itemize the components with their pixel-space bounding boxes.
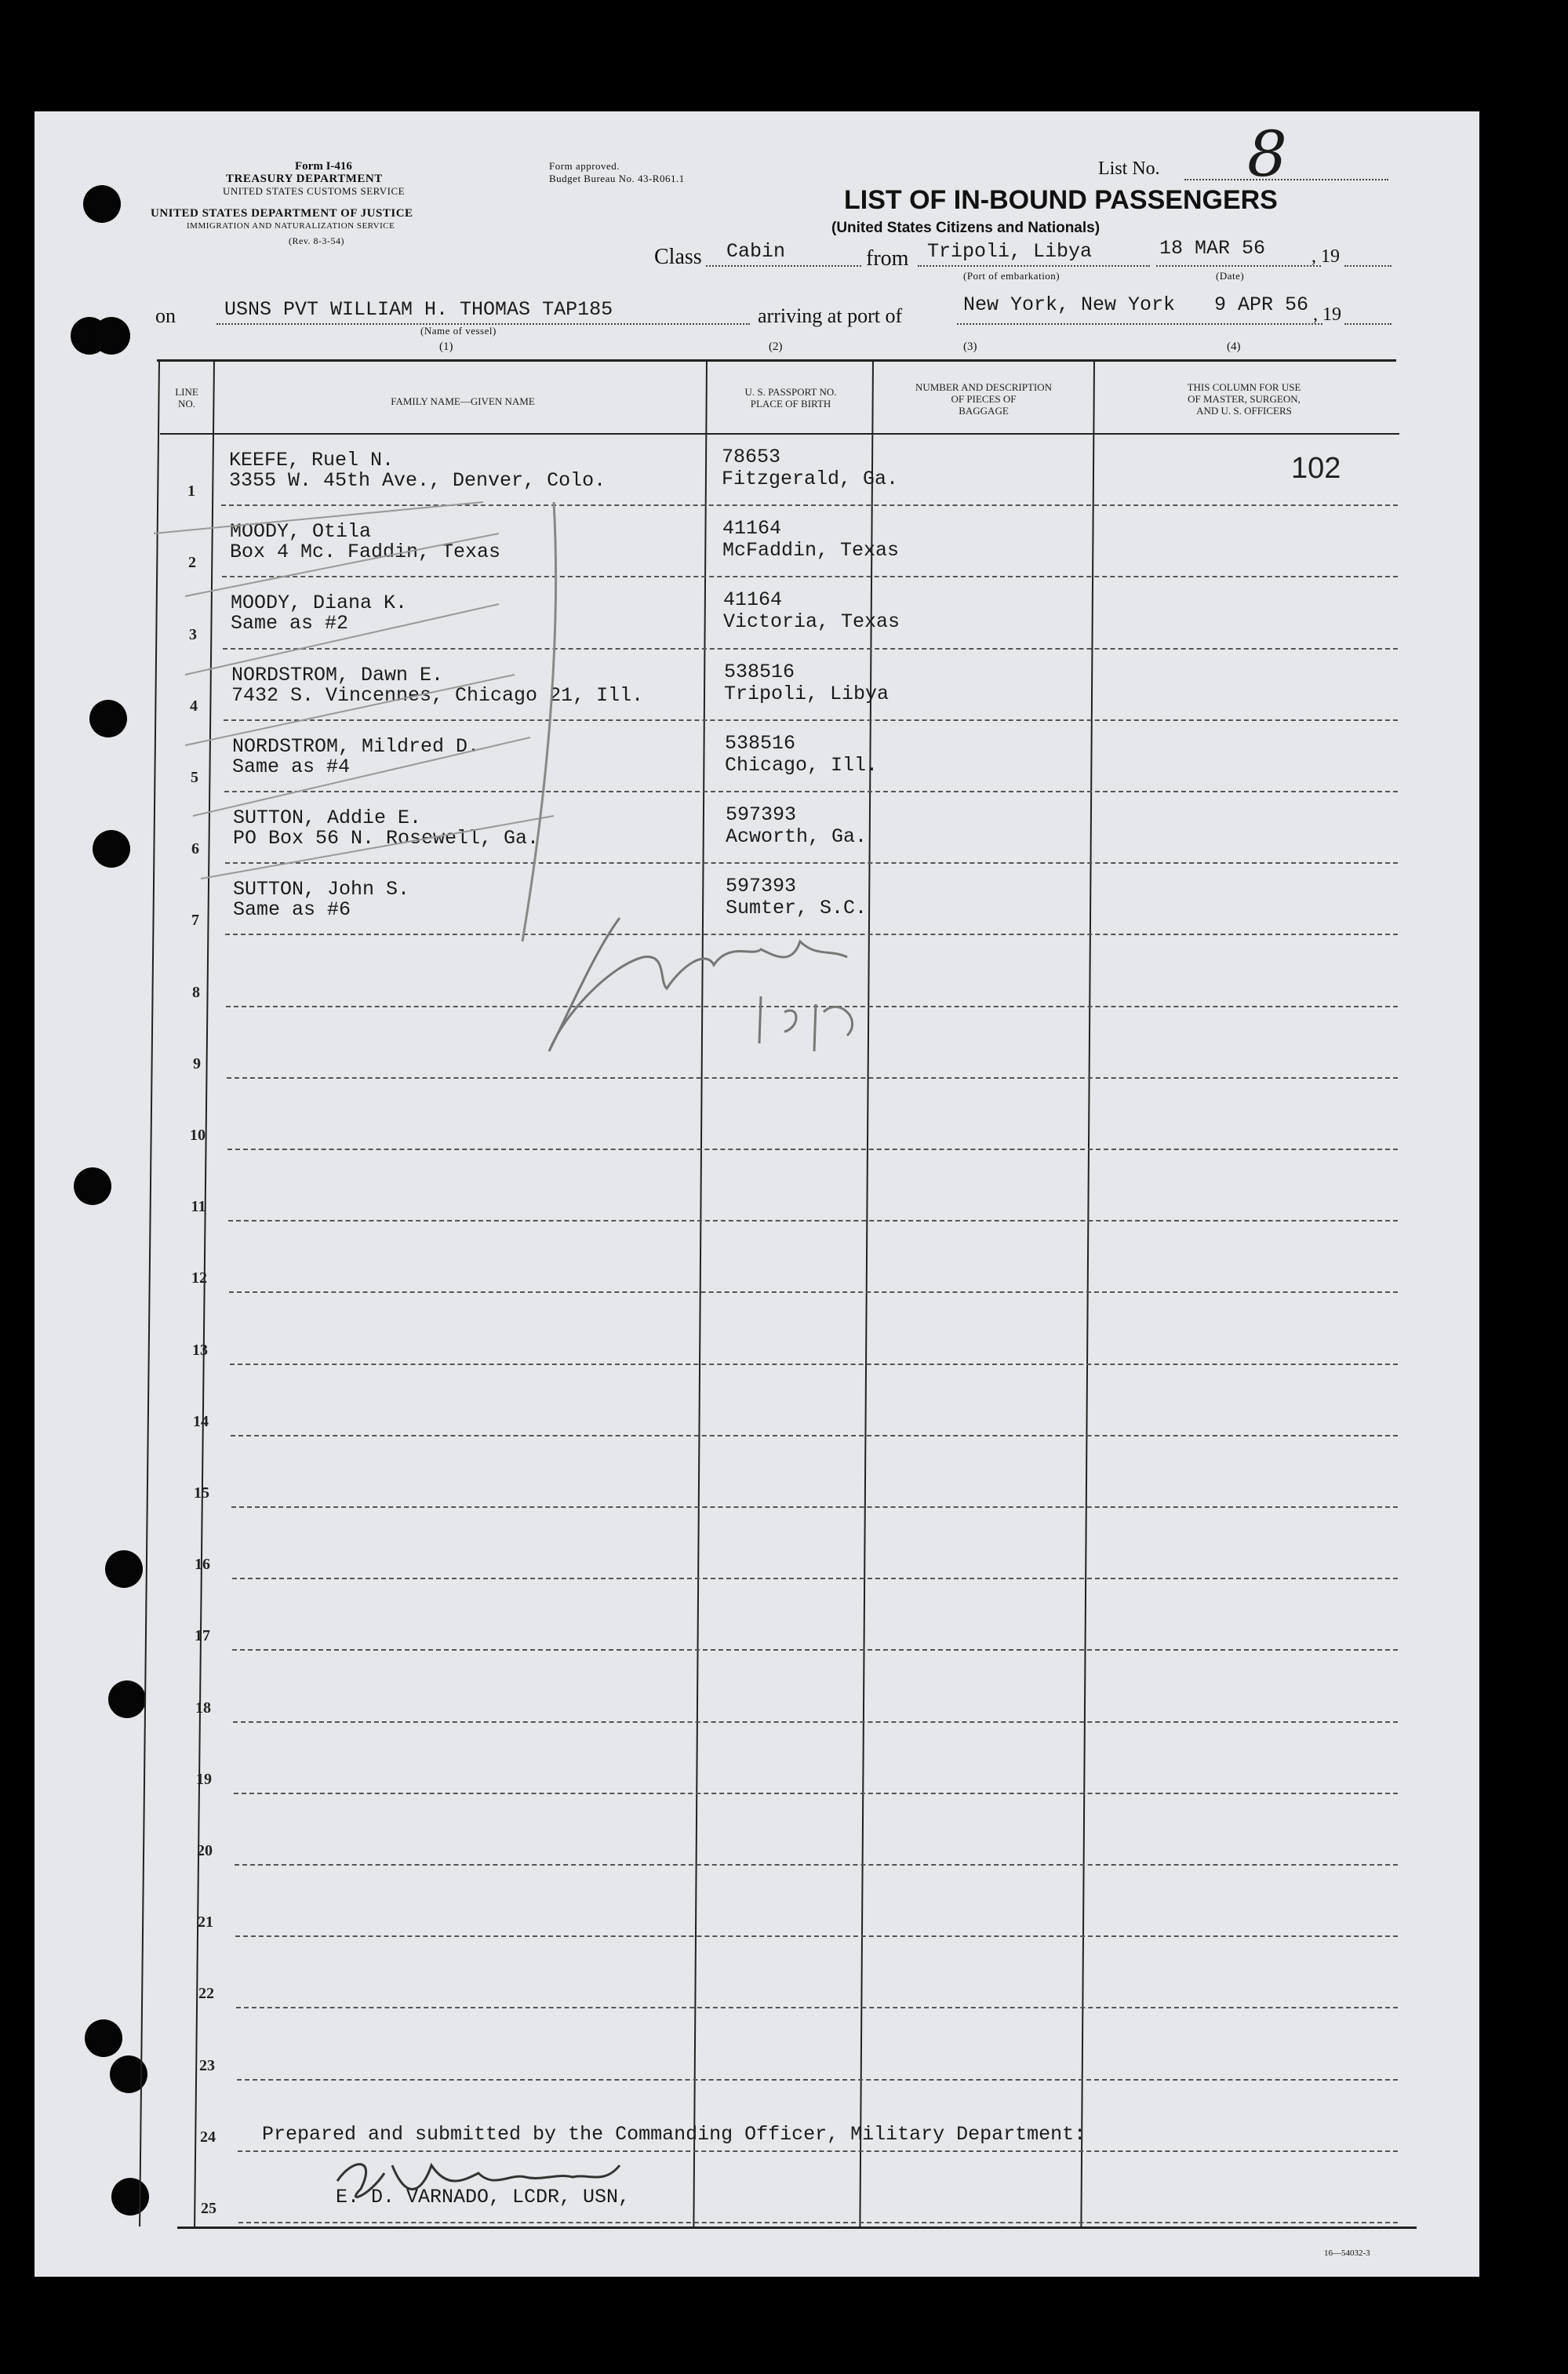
- line-number: 18: [195, 1699, 211, 1717]
- birthplace: McFaddin, Texas: [722, 539, 900, 563]
- passenger-address: Same as #6: [233, 898, 351, 922]
- row-separator: [236, 2007, 1398, 2008]
- treasury-label: TREASURY DEPARTMENT: [226, 173, 383, 185]
- col-num-3: (3): [963, 340, 977, 353]
- birthplace: Sumter, S.C.: [726, 897, 868, 920]
- line-number: 21: [198, 1913, 213, 1931]
- punch-hole: [108, 1680, 146, 1718]
- row-separator: [230, 1364, 1398, 1365]
- from-label: from: [866, 246, 909, 271]
- birthplace: Chicago, Ill.: [725, 753, 879, 777]
- birthplace: Fitzgerald, Ga.: [722, 468, 899, 490]
- birthplace: Tripoli, Libya: [724, 682, 890, 705]
- passenger-address: PO Box 56 N. Rosewell, Ga.: [233, 827, 540, 850]
- line-number: 22: [198, 1985, 214, 2002]
- header-baggage-3: BAGGAGE: [959, 405, 1009, 417]
- punch-hole: [93, 317, 130, 355]
- date1-line: [1156, 265, 1321, 267]
- year-label-2: , 19: [1313, 304, 1341, 325]
- line-number: 23: [199, 2057, 215, 2074]
- passport-number: 78653: [722, 446, 781, 468]
- punch-hole: [83, 185, 121, 223]
- arrival-line: [957, 323, 1322, 325]
- passport-number: 41164: [722, 517, 782, 541]
- punch-hole: [74, 1167, 111, 1205]
- passport-number: 597393: [726, 803, 797, 826]
- line-number: 25: [201, 2200, 216, 2217]
- row-separator: [233, 1721, 1398, 1723]
- passenger-address: 3355 W. 45th Ave., Denver, Colo.: [229, 469, 606, 492]
- vessel-caption: (Name of vessel): [420, 325, 497, 337]
- punch-hole: [93, 830, 130, 868]
- line-number: 17: [195, 1627, 210, 1644]
- class-label: Class: [654, 245, 702, 269]
- budget-bureau: Budget Bureau No. 43-R061.1: [549, 173, 685, 184]
- passenger-name: NORDSTROM, Mildred D.: [232, 734, 480, 758]
- birthplace: Victoria, Texas: [723, 610, 900, 634]
- line-number: 4: [190, 697, 198, 715]
- row-separator: [235, 1864, 1398, 1866]
- col-num-1: (1): [439, 340, 453, 353]
- col-num-4: (4): [1227, 340, 1241, 353]
- row-separator: [231, 1506, 1398, 1508]
- row-separator: [228, 1220, 1398, 1222]
- passport-number: 41164: [723, 588, 783, 612]
- header-officers-2: OF MASTER, SURGEON,: [1188, 393, 1301, 405]
- passenger-address: Box 4 Mc. Faddin, Texas: [230, 541, 501, 564]
- page-title: LIST OF IN-BOUND PASSENGERS: [844, 185, 1278, 215]
- line-number: 6: [191, 840, 199, 857]
- row-separator: [232, 1649, 1398, 1651]
- passenger-name: SUTTON, Addie E.: [233, 807, 422, 829]
- line-number: 15: [194, 1484, 209, 1502]
- passenger-name: KEEFE, Ruel N.: [229, 449, 395, 472]
- line-number: 3: [189, 626, 197, 643]
- date2-value: 9 APR 56: [1214, 293, 1309, 316]
- line-number: 11: [191, 1198, 206, 1215]
- passenger-name: MOODY, Diana K.: [231, 592, 408, 615]
- from-line: [918, 265, 1150, 267]
- customs-label: UNITED STATES CUSTOMS SERVICE: [223, 185, 406, 197]
- list-no-value: 8: [1247, 118, 1287, 191]
- row-separator: [229, 1291, 1398, 1293]
- punch-hole: [89, 700, 127, 737]
- line-number: 5: [191, 769, 198, 786]
- table-bottom-rule: [177, 2227, 1417, 2229]
- justice-label: UNITED STATES DEPARTMENT OF JUSTICE: [151, 207, 413, 220]
- prepared-statement: Prepared and submitted by the Commanding Officer, Military Department:: [262, 2123, 1086, 2146]
- header-officers-3: AND U. S. OFFICERS: [1196, 405, 1292, 417]
- list-no-label: List No.: [1098, 158, 1160, 179]
- line-number: 8: [192, 984, 200, 1001]
- footer-code: 16—54032-3: [1324, 2248, 1370, 2258]
- header-passport: [709, 386, 872, 410]
- passenger-address: Same as #4: [232, 755, 351, 778]
- officer-note: 102: [1291, 452, 1341, 485]
- class-value: Cabin: [726, 240, 786, 263]
- date1-value: 18 MAR 56: [1159, 237, 1266, 260]
- header-line-no-1: LINE: [175, 386, 198, 398]
- header-baggage-1: NUMBER AND DESCRIPTION: [915, 381, 1053, 393]
- header-line-no-2: NO.: [177, 398, 196, 410]
- line-number: 12: [191, 1269, 207, 1287]
- form-approved: Form approved.: [549, 160, 620, 172]
- manifest-page: [35, 111, 1479, 2277]
- header-passport-1: U. S. PASSPORT NO.: [744, 386, 837, 398]
- table-top-rule: [157, 359, 1396, 362]
- header-officers: [1095, 381, 1393, 417]
- row-separator: [232, 1578, 1398, 1579]
- signer-name: E. D. VARNADO, LCDR, USN,: [336, 2186, 631, 2208]
- row-separator: [235, 1935, 1398, 1937]
- form-number: Form I-416: [295, 160, 352, 173]
- arriving-label: arriving at port of: [758, 304, 903, 327]
- header-baggage-2: OF PIECES OF: [951, 393, 1017, 405]
- passenger-address: 7432 S. Vincennes, Chicago 21, Ill.: [231, 683, 644, 707]
- line-number: 7: [191, 912, 199, 929]
- line-number: 10: [190, 1127, 206, 1144]
- date-caption: (Date): [1216, 270, 1245, 282]
- class-line: [706, 265, 861, 267]
- line-number: 9: [193, 1055, 201, 1072]
- year1-line: [1344, 265, 1392, 267]
- passport-number: 538516: [724, 660, 795, 683]
- year2-line: [1344, 323, 1392, 325]
- header-baggage: [874, 381, 1093, 417]
- passenger-name: MOODY, Otila: [230, 520, 372, 544]
- arrival-port: New York, New York: [963, 293, 1176, 316]
- passenger-name: NORDSTROM, Dawn E.: [231, 663, 444, 686]
- birthplace: Acworth, Ga.: [726, 825, 868, 848]
- ins-label: IMMIGRATION AND NATURALIZATION SERVICE: [187, 221, 395, 231]
- row-separator: [227, 1149, 1398, 1150]
- punch-hole: [111, 2178, 149, 2216]
- from-value: Tripoli, Libya: [927, 240, 1093, 263]
- row-separator: [238, 2222, 1398, 2223]
- line-number: 14: [193, 1413, 209, 1430]
- line-number: 2: [188, 554, 196, 571]
- header-passport-2: PLACE OF BIRTH: [750, 398, 831, 410]
- line-number: 13: [192, 1342, 208, 1359]
- header-name: FAMILY NAME—GIVEN NAME: [391, 395, 535, 407]
- punch-hole: [85, 2019, 122, 2057]
- on-label: on: [155, 304, 176, 327]
- pencil-strike-marks-icon: [154, 486, 656, 957]
- header-bottom-rule: [160, 433, 1399, 435]
- page-subtitle: (United States Citizens and Nationals): [831, 220, 1101, 236]
- port-embarkation-caption: (Port of embarkation): [963, 270, 1060, 282]
- revision-label: (Rev. 8-3-54): [289, 235, 345, 246]
- passenger-address: Same as #2: [231, 612, 349, 635]
- row-separator: [231, 1435, 1398, 1436]
- line-number: 20: [197, 1842, 213, 1859]
- line-number: 24: [200, 2128, 216, 2146]
- col-num-2: (2): [769, 340, 783, 353]
- punch-hole: [105, 1550, 143, 1588]
- line-number: 1: [187, 482, 195, 500]
- header-officers-1: THIS COLUMN FOR USE: [1187, 381, 1301, 393]
- year-label-1: , 19: [1312, 246, 1340, 267]
- vessel-value: USNS PVT WILLIAM H. THOMAS TAP185: [224, 298, 613, 321]
- row-separator: [237, 2079, 1398, 2081]
- passport-number: 538516: [725, 731, 796, 755]
- row-separator: [234, 1793, 1398, 1794]
- passport-number: 597393: [726, 875, 797, 898]
- line-number: 16: [195, 1556, 210, 1573]
- line-number: 19: [196, 1771, 212, 1788]
- passenger-name: SUTTON, John S.: [233, 878, 410, 901]
- header-line-no: [162, 386, 212, 410]
